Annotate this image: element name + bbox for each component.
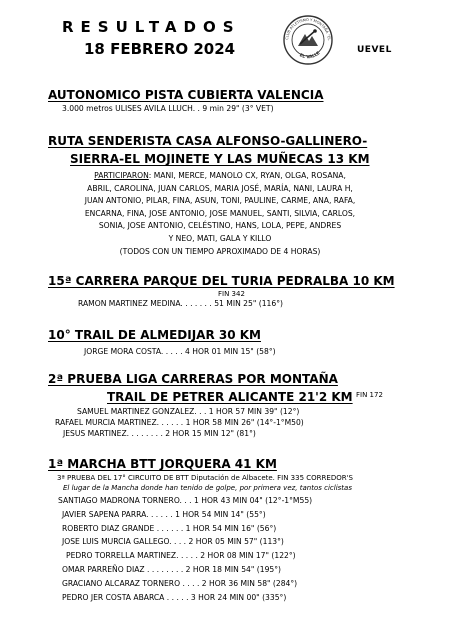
section-title-line1: RUTA SENDERISTA CASA ALFONSO-GALLINERO- <box>48 134 368 148</box>
logo-initials: EL VALLE <box>298 50 322 61</box>
section-autonomico <box>0 87 450 114</box>
participants-line: ABRIL, CAROLINA, JUAN CARLOS, MARIA JOSÉ, MARÍA, NANI, LAURA H, <box>87 183 353 193</box>
result-line: OMAR PARREÑO DIAZ . . . . . . . . 2 HOR 18 MIN 54" (195°) <box>62 564 282 574</box>
finishers-count: FIN 172 <box>356 391 383 399</box>
section-title-line1: 2ª PRUEBA LIGA CARRERAS POR MONTAÑA <box>48 372 338 386</box>
participaron-label: PARTICIPARON <box>94 171 149 180</box>
result-line: SAMUEL MARTINEZ GONZALEZ. . . 1 HOR 57 MIN 39" (12°) <box>77 407 300 416</box>
participants-text: : MANI, MERCE, MANOLO CX, RYAN, OLGA, ROSANA, <box>148 171 346 180</box>
section-title-line2: SIERRA-EL MOJINETE Y LAS MUÑECAS 13 KM <box>70 152 370 166</box>
participants-line: SONIA, JOSE ANTONIO, CELÉSTINO, HANS, LOLA, PEPE, ANDRES <box>98 221 342 231</box>
svg-text:CLUB ATLETISMO Y MONTAÑA "EL V <box>282 14 331 41</box>
results-list <box>58 494 450 604</box>
section-title-line2: TRAIL DE PETRER ALICANTE 21'2 KM <box>107 390 353 404</box>
participants-line: ENCARNA, FINA, JOSE ANTONIO, JOSE MANUEL, SANTI, SILVIA, CARLOS, <box>84 208 356 218</box>
svg-text:EL VALLE <box>298 50 321 60</box>
participants-line <box>40 170 400 183</box>
section-title: AUTONOMICO PISTA CUBIERTA VALENCIA <box>48 88 324 102</box>
brand-label: UEVEL <box>357 45 392 55</box>
race-subtitle: 3ª PRUEBA DEL 17° CIRCUITO DE BTT Diputación de Albacete. FIN 335 CORREDOR'S <box>57 474 353 482</box>
section-title: 10° TRAIL DE ALMEDIJAR 30 KM <box>48 328 261 342</box>
result-line: RAMON MARTINEZ MEDINA. . . . . . . 51 MIN 25" (116°) <box>78 299 283 308</box>
page-title: RESULTADOS <box>62 18 241 36</box>
section-ruta-senderista <box>0 133 450 258</box>
result-line: RAFAEL MURCIA MARTINEZ. . . . . . 1 HOR 58 MIN 26" (14°-1°M50) <box>55 418 304 427</box>
participants-block <box>40 170 400 258</box>
section-liga-montana <box>0 371 450 439</box>
participants-line: Y NEO, MATI, GALA Y KILLO <box>168 233 272 243</box>
result-line: JESUS MARTINEZ. . . . . . . . 2 HOR 15 MIN 12" (81°) <box>63 429 256 438</box>
section-trail-almedijar <box>0 327 450 357</box>
club-logo <box>282 14 334 66</box>
section-carrera-turia <box>0 273 450 309</box>
result-line: GRACIANO ALCARAZ TORNERO . . . . 2 HOR 36 MIN 58" (284°) <box>62 578 298 588</box>
section-title: 1ª MARCHA BTT JORQUERA 41 KM <box>48 457 277 471</box>
logo-ring-text: CLUB ATLETISMO Y MONTAÑA "EL <box>285 17 332 41</box>
result-line: PEDRO JER COSTA ABARCA . . . . . 3 HOR 24 MIN 00" (335°) <box>62 592 287 602</box>
result-line: JOSE LUIS MURCIA GALLEGO. . . . 2 HOR 05 MIN 57" (113°) <box>62 537 284 547</box>
page-date: 18 FEBRERO 2024 <box>84 40 236 58</box>
result-line: PEDRO TORRELLA MARTINEZ. . . . . 2 HOR 08 MIN 17" (122°) <box>66 551 296 561</box>
finishers-count: FIN 342 <box>218 290 245 298</box>
result-line: JAVIER SAPENA PARRA. . . . . . 1 HOR 54 MIN 14" (55°) <box>62 509 266 519</box>
participants-line: JUAN ANTONIO, PILAR, FINA, ASUN, TONI, PAULINE, CARME, ANA, RAFA, <box>84 196 356 206</box>
result-line: 3.000 metros ULISES AVILA LLUCH. . 9 min 29" (3° VET) <box>62 104 274 113</box>
participants-note: (TODOS CON UN TIEMPO APROXIMADO DE 4 HORAS) <box>119 246 321 256</box>
race-note: El lugar de la Mancha donde han tenido de golpe, por primera vez, tantos ciclistas <box>63 484 352 492</box>
result-line: SANTIAGO MADRONA TORNERO. . . 1 HOR 43 MIN 04" (12°-1°M55) <box>58 496 313 505</box>
result-line: ROBERTO DIAZ GRANDE . . . . . . 1 HOR 54 MIN 16" (56°) <box>62 523 277 533</box>
section-marcha-btt <box>0 456 450 604</box>
result-line: JORGE MORA COSTA. . . . . 4 HOR 01 MIN 15" (58°) <box>84 347 276 356</box>
section-title: 15ª CARRERA PARQUE DEL TURIA PEDRALBA 10 KM <box>48 274 395 288</box>
